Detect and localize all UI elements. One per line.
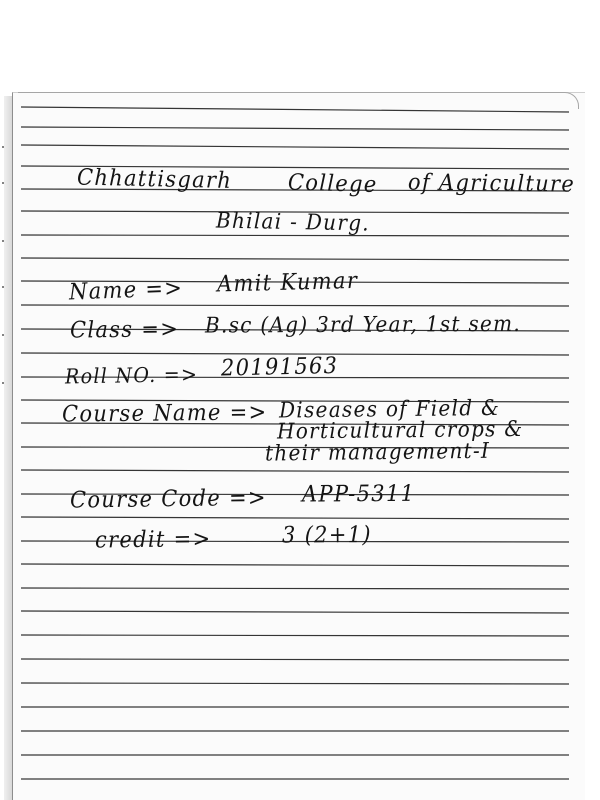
name-value: Amit Kumar — [216, 267, 359, 297]
rule-line — [21, 611, 569, 613]
course-name-value-line-2: Horticultural crops & — [276, 415, 524, 444]
rule-line — [21, 517, 569, 519]
college-name-part-1: Chhattisgarh — [76, 164, 233, 194]
rule-line — [21, 258, 569, 260]
college-name-part-2: College — [287, 169, 378, 198]
class-label: Class => — [69, 315, 180, 343]
rule-line — [21, 235, 569, 236]
credit-value: 3 (2+1) — [281, 521, 372, 548]
rule-line — [21, 145, 569, 149]
roll-number-label: Roll NO. => — [64, 362, 199, 389]
credit-label: credit => — [94, 525, 212, 553]
course-name-label: Course Name => — [61, 398, 268, 427]
rule-line — [21, 127, 569, 130]
rule-line — [21, 683, 569, 684]
course-code-value: APP-5311 — [301, 480, 416, 507]
college-name-part-3: of Agriculture — [407, 169, 576, 197]
rule-line — [21, 564, 569, 566]
page-top-curl — [18, 92, 579, 109]
margin-marks — [0, 96, 8, 786]
roll-number-value: 20191563 — [220, 352, 339, 381]
rule-line — [21, 588, 569, 589]
rule-line — [21, 635, 569, 636]
course-code-label: Course Code => — [69, 484, 267, 513]
name-label: Name => — [68, 274, 184, 305]
course-name-value-line-3: their management-I — [264, 437, 491, 466]
rule-line — [21, 305, 569, 306]
rule-line — [21, 470, 569, 472]
class-value: B.sc (Ag) 3rd Year, 1st sem. — [204, 310, 522, 338]
rule-line — [21, 659, 569, 660]
course-name-value-line-1: Diseases of Field & — [278, 394, 501, 423]
college-location: Bhilai - Durg. — [215, 207, 371, 236]
